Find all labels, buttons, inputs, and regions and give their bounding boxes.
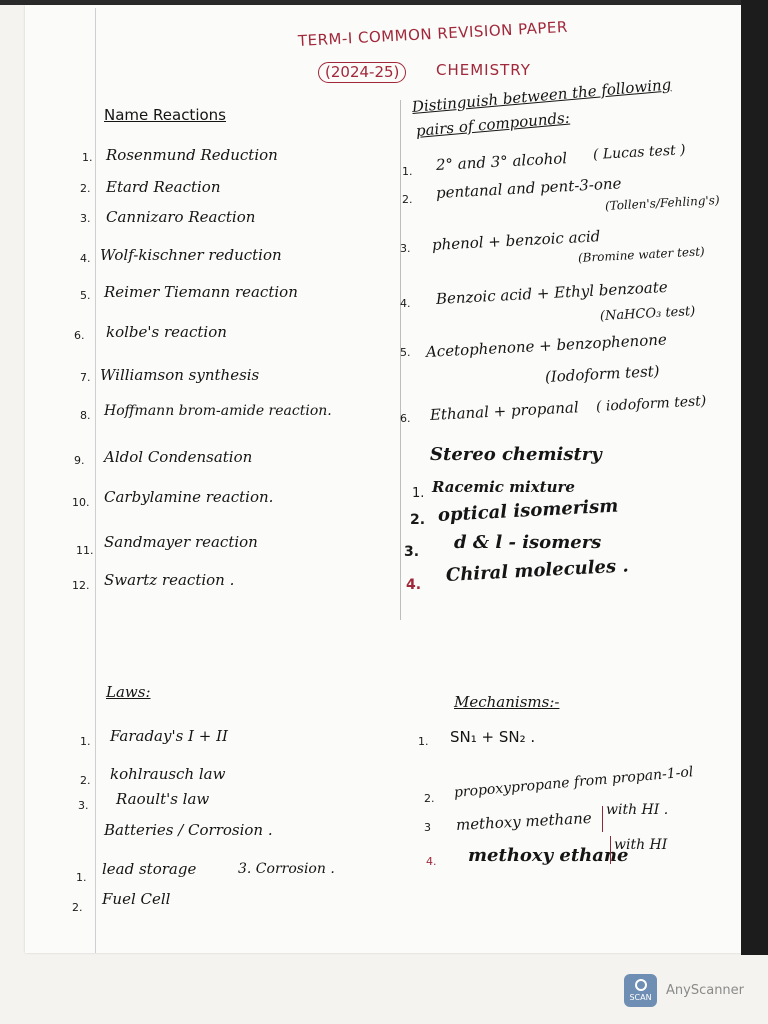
list-item: pentanal and pent-3-one — [435, 174, 622, 202]
test-label: (Iodoform test) — [544, 362, 660, 386]
list-num: 1. — [418, 735, 429, 748]
test-label: (Bromine water test) — [577, 244, 706, 265]
list-item: d & l - isomers — [454, 532, 602, 553]
list-num: 3. — [404, 544, 420, 560]
list-num: 6. — [74, 329, 85, 342]
right-scan-border — [741, 0, 768, 955]
list-item: Carbylamine reaction. — [104, 488, 274, 506]
list-item: 2° and 3° alcohol — [435, 149, 568, 174]
list-item: Acetophenone + benzophenone — [425, 330, 668, 361]
column-divider — [400, 100, 401, 620]
year-label: (2024-25) — [318, 62, 406, 83]
list-item-extra: 3. Corrosion . — [238, 861, 335, 877]
test-label: (NaHCO₃ test) — [599, 304, 696, 324]
list-item: lead storage — [102, 860, 197, 878]
subject-label: CHEMISTRY — [436, 61, 531, 79]
bracket — [608, 836, 611, 864]
list-item: phenol + benzoic acid — [431, 227, 601, 254]
list-num: 8. — [80, 409, 91, 422]
list-item: propoxypropane from propan-1-ol — [453, 764, 694, 801]
list-item: optical isomerism — [437, 495, 619, 526]
list-item: Chiral molecules . — [445, 555, 630, 586]
camera-icon — [635, 979, 647, 991]
list-num: 9. — [74, 454, 85, 467]
with-hi-label: with HI — [614, 837, 668, 853]
list-item: Wolf-kischner reduction — [100, 246, 282, 264]
list-item: Benzoic acid + Ethyl benzoate — [435, 277, 669, 308]
list-num: 2. — [424, 792, 435, 805]
list-num: 1. — [402, 165, 413, 178]
list-num: 4. — [80, 252, 91, 265]
list-num: 4. — [400, 297, 411, 310]
list-item: methoxy methane — [455, 808, 593, 834]
scanner-brand: AnyScanner — [666, 983, 745, 998]
list-num: 1. — [82, 151, 93, 164]
with-hi-label: with HI . — [606, 802, 669, 818]
list-num: 3. — [78, 799, 89, 812]
list-item: Aldol Condensation — [104, 448, 253, 466]
list-item: kohlrausch law — [110, 765, 226, 783]
list-num: 1. — [412, 486, 425, 501]
name-reactions-heading: Name Reactions — [104, 106, 226, 124]
list-item: Fuel Cell — [102, 890, 171, 908]
list-num: 3 — [424, 821, 431, 834]
distinguish-heading: Distinguish between the following — [411, 75, 672, 116]
bracket — [600, 806, 603, 832]
list-num: 6. — [400, 412, 411, 425]
list-num: 11. — [76, 544, 94, 557]
list-item: Rosenmund Reduction — [106, 146, 278, 164]
list-num: 2. — [72, 901, 83, 914]
list-num: 2. — [80, 774, 91, 787]
list-item: Swartz reaction . — [104, 571, 235, 589]
list-item: Hoffmann brom-amide reaction. — [104, 403, 332, 419]
test-label: (Tollen's/Fehling's) — [604, 193, 720, 213]
list-num: 2. — [410, 512, 426, 528]
list-item: Raoult's law — [116, 790, 210, 808]
list-item: Reimer Tiemann reaction — [104, 283, 298, 301]
list-num: 5. — [400, 346, 411, 359]
list-num: 5. — [80, 289, 91, 302]
list-item: kolbe's reaction — [106, 323, 227, 341]
list-item: Ethanal + propanal — [429, 398, 580, 424]
list-num: 1. — [76, 871, 87, 884]
list-item: Racemic mixture — [432, 478, 575, 496]
test-label: ( iodoform test) — [595, 393, 707, 415]
list-num: 1. — [80, 735, 91, 748]
stereo-heading: Stereo chemistry — [430, 444, 602, 465]
list-num: 4. — [426, 855, 437, 868]
list-num: 4. — [406, 577, 422, 593]
list-num: 10. — [72, 496, 90, 509]
page-title: TERM-I COMMON REVISION PAPER — [297, 17, 569, 50]
distinguish-heading-2: pairs of compounds: — [415, 108, 571, 140]
logo-text: SCAN — [629, 993, 652, 1002]
list-num: 3. — [400, 242, 411, 255]
list-num: 3. — [80, 212, 91, 225]
mechanisms-heading: Mechanisms:- — [454, 693, 560, 711]
list-item: Faraday's I + II — [110, 727, 228, 745]
list-item: methoxy ethane — [468, 845, 629, 866]
list-num: 12. — [72, 579, 90, 592]
list-num: 7. — [80, 371, 91, 384]
list-item: Etard Reaction — [106, 178, 221, 196]
laws-heading: Laws: — [106, 683, 151, 701]
list-item: Cannizaro Reaction — [106, 208, 256, 226]
list-num: 2. — [80, 182, 91, 195]
scanner-logo — [624, 974, 657, 1007]
test-label: ( Lucas test ) — [592, 142, 686, 163]
list-item: Sandmayer reaction — [104, 533, 258, 551]
list-num: 2. — [402, 193, 413, 206]
batteries-heading: Batteries / Corrosion . — [104, 821, 273, 839]
list-item: Williamson synthesis — [100, 366, 260, 384]
list-item: SN₁ + SN₂ . — [450, 728, 536, 746]
margin-line — [95, 8, 96, 953]
